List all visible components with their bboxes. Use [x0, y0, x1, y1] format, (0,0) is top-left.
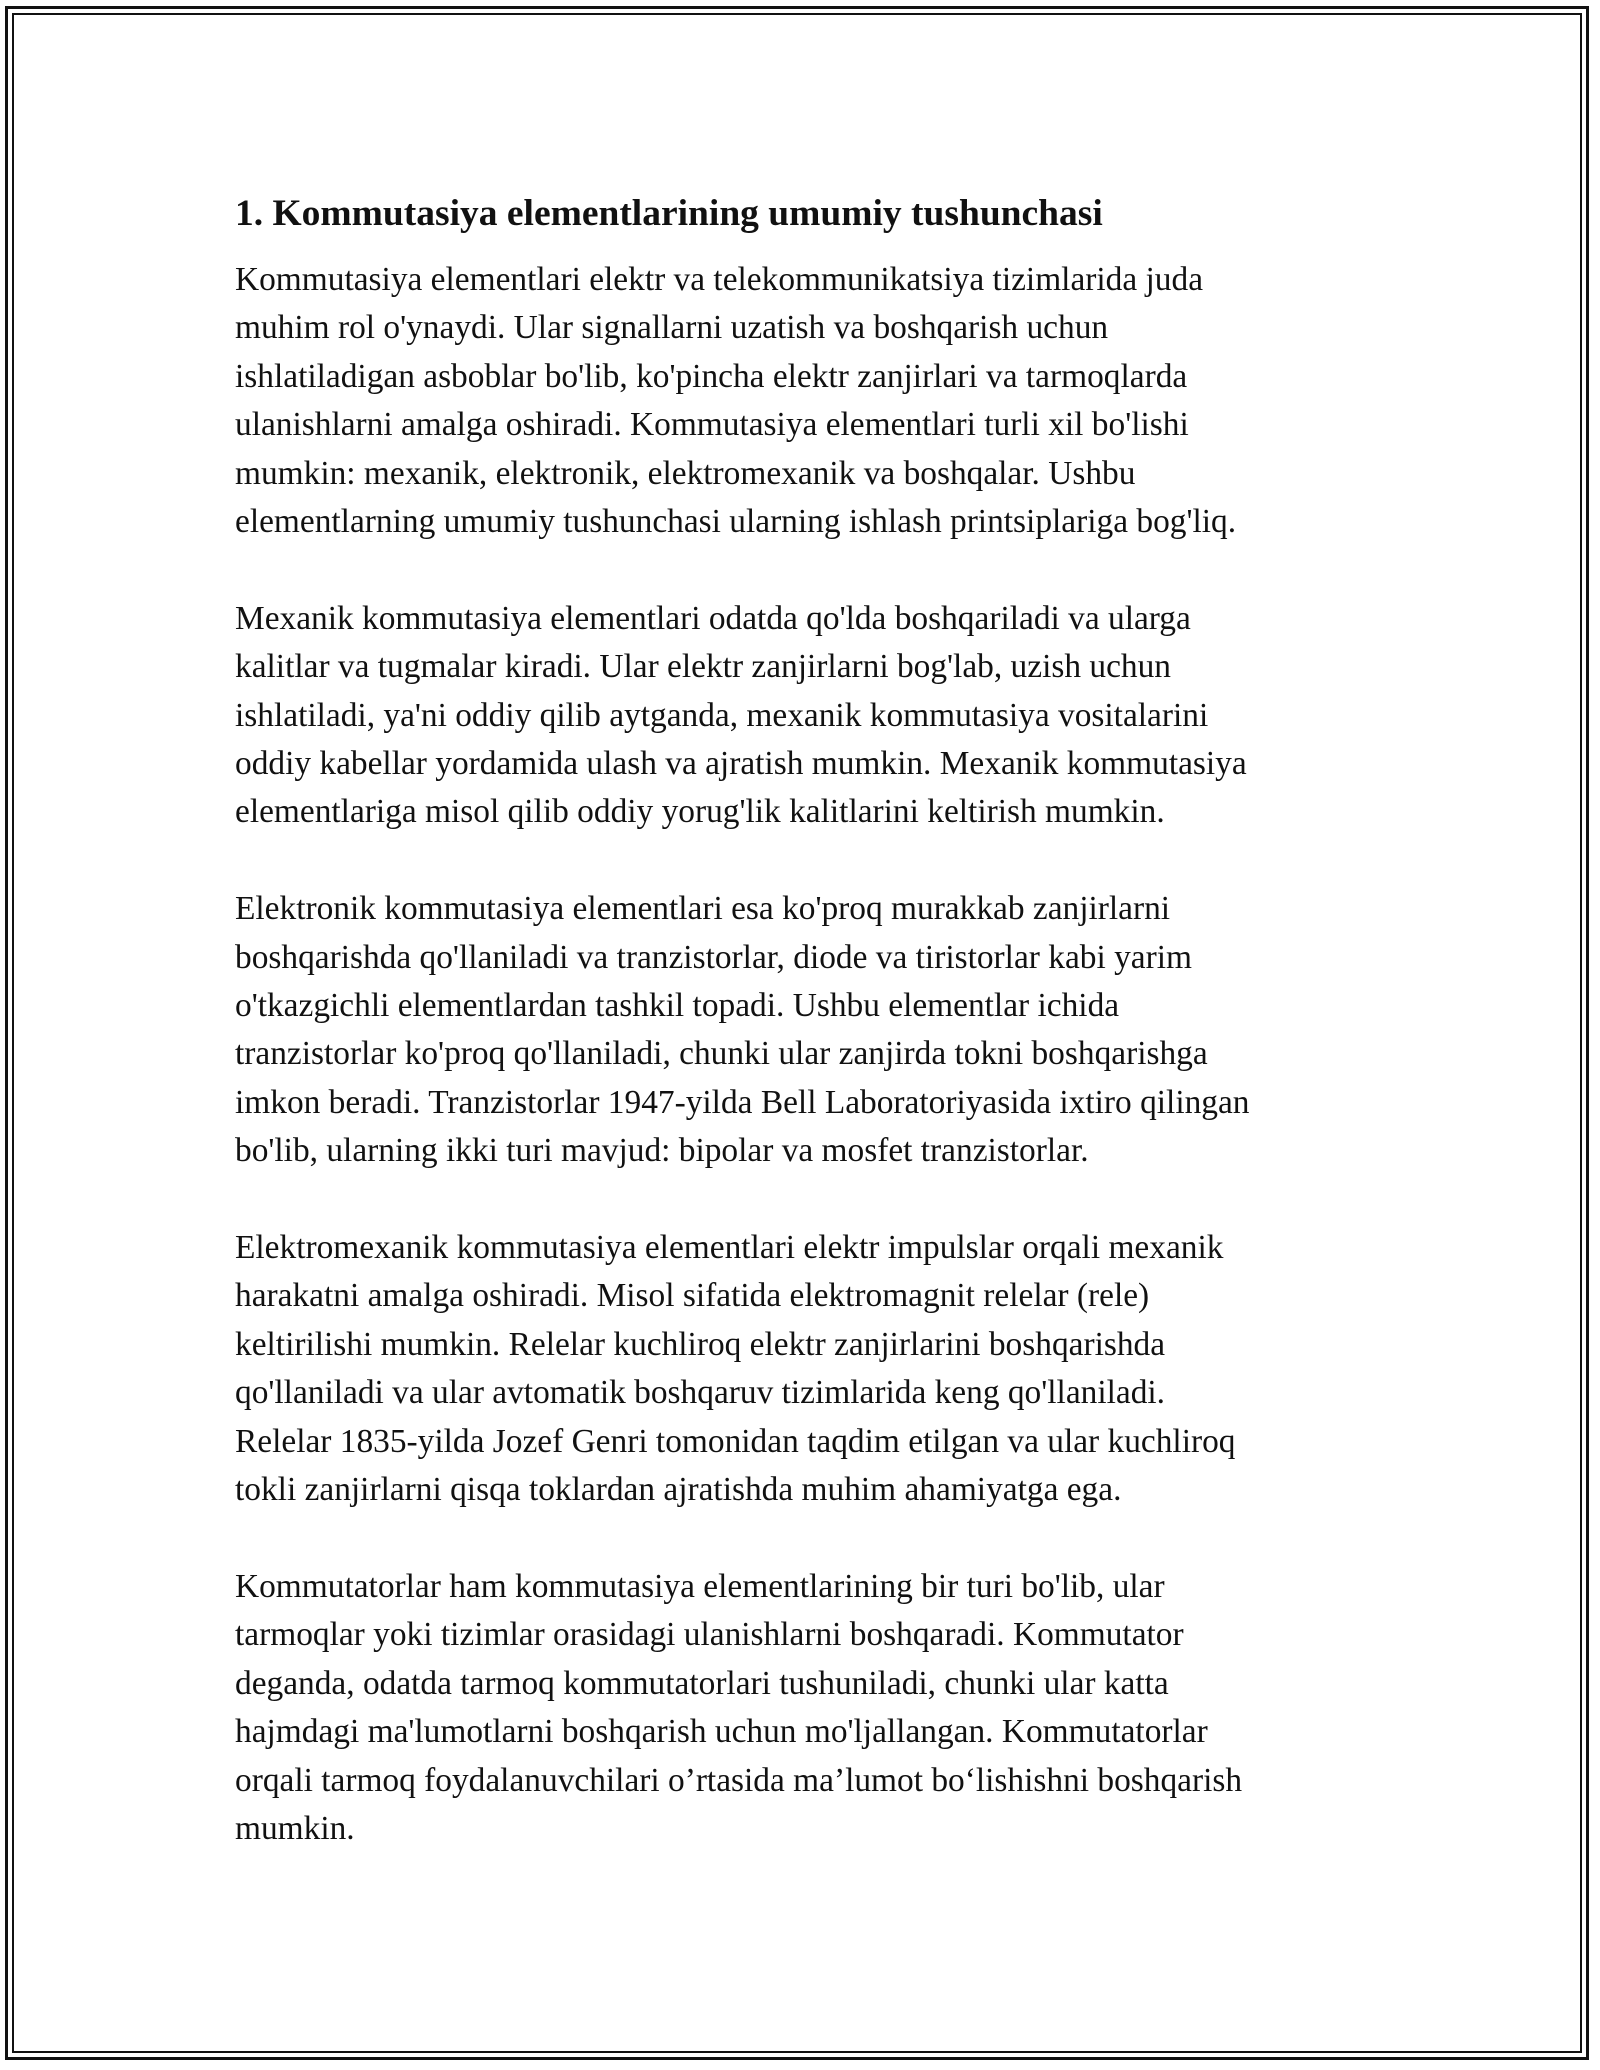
paragraph-electronic [235, 885, 1375, 1175]
paragraph-line: bo'lib, ularning ikki turi mavjud: bipolar va mosfet tranzistorlar. [235, 1132, 1089, 1170]
paragraph-line: Elektronik kommutasiya elementlari esa ko'proq murakkab zanjirlarni [235, 890, 1171, 928]
paragraph-line: harakatni amalga oshiradi. Misol sifatida elektromagnit relelar (rele) [235, 1277, 1150, 1315]
document-body [235, 186, 1375, 1902]
paragraph-line: muhim rol o'ynaydi. Ular signallarni uzatish va boshqarish uchun [235, 309, 1109, 347]
paragraph-line: hajmdagi ma'lumotlarni boshqarish uchun mo'ljallangan. Kommutatorlar [235, 1713, 1208, 1751]
paragraph-switches [235, 1563, 1375, 1853]
paragraph-line: keltirilishi mumkin. Relelar kuchliroq elektr zanjirlarini boshqarishda [235, 1325, 1166, 1363]
paragraph-line: o'tkazgichli elementlardan tashkil topadi. Ushbu elementlar ichida [235, 987, 1120, 1025]
section-title: 1. Kommutasiya elementlarining umumiy tushunchasi [235, 193, 1103, 234]
paragraph-line: oddiy kabellar yordamida ulash va ajratish mumkin. Mexanik kommutasiya [235, 745, 1247, 783]
paragraph-line: ulanishlarni amalga oshiradi. Kommutasiya elementlari turli xil bo'lishi [235, 406, 1189, 444]
paragraph-line: ishlatiladigan asboblar bo'lib, ko'pincha elektr zanjirlari va tarmoqlarda [235, 357, 1188, 395]
paragraph-mechanical [235, 595, 1375, 837]
paragraph-line: imkon beradi. Tranzistorlar 1947-yilda Bell Laboratoriyasida ixtiro qilingan [235, 1083, 1250, 1121]
paragraph-line: Kommutasiya elementlari elektr va telekommunikatsiya tizimlarida juda [235, 261, 1204, 298]
paragraph-general-concept [235, 256, 1375, 546]
paragraph-line: ishlatiladi, ya'ni oddiy qilib aytganda, mexanik kommutasiya vositalarini [235, 696, 1209, 734]
paragraph-line: qo'llaniladi va ular avtomatik boshqaruv tizimlarida keng qo'llaniladi. [235, 1374, 1166, 1412]
paragraph-line: Mexanik kommutasiya elementlari odatda qo'lda boshqariladi va ularga [235, 599, 1191, 637]
paragraph-line: kalitlar va tugmalar kiradi. Ular elektr zanjirlarni bog'lab, uzish uchun [235, 648, 1171, 686]
paragraph-line: mumkin: mexanik, elektronik, elektromexanik va boshqalar. Ushbu [235, 454, 1136, 492]
paragraph-line: mumkin. [235, 1809, 355, 1847]
paragraph-line: elementlariga misol qilib oddiy yorug'lik kalitlarini keltirish mumkin. [235, 793, 1165, 831]
paragraph-line: deganda, odatda tarmoq kommutatorlari tushuniladi, chunki ular katta [235, 1664, 1169, 1702]
paragraph-line: boshqarishda qo'llaniladi va tranzistorlar, diode va tiristorlar kabi yarim [235, 938, 1192, 976]
paragraph-line: tokli zanjirlarni qisqa toklardan ajratishda muhim ahamiyatga ega. [235, 1471, 1122, 1509]
paragraph-line: tranzistorlar ko'proq qo'llaniladi, chunki ular zanjirda tokni boshqarishga [235, 1035, 1208, 1073]
paragraph-line: Elektromexanik kommutasiya elementlari elektr impulslar orqali mexanik [235, 1229, 1224, 1267]
paragraph-line: Kommutatorlar ham kommutasiya elementlarining bir turi bo'lib, ular [235, 1567, 1165, 1605]
paragraph-line: orqali tarmoq foydalanuvchilari o’rtasida ma’lumot bo‘lishishni boshqarish [235, 1761, 1243, 1799]
paragraph-electromechanical [235, 1224, 1375, 1514]
paragraph-line: elementlarning umumiy tushunchasi ularning ishlash printsiplariga bog'liq. [235, 503, 1237, 541]
paragraph-line: tarmoqlar yoki tizimlar orasidagi ulanishlarni boshqaradi. Kommutator [235, 1616, 1184, 1654]
paragraph-line: Relelar 1835-yilda Jozef Genri tomonidan taqdim etilgan va ular kuchliroq [235, 1422, 1236, 1460]
